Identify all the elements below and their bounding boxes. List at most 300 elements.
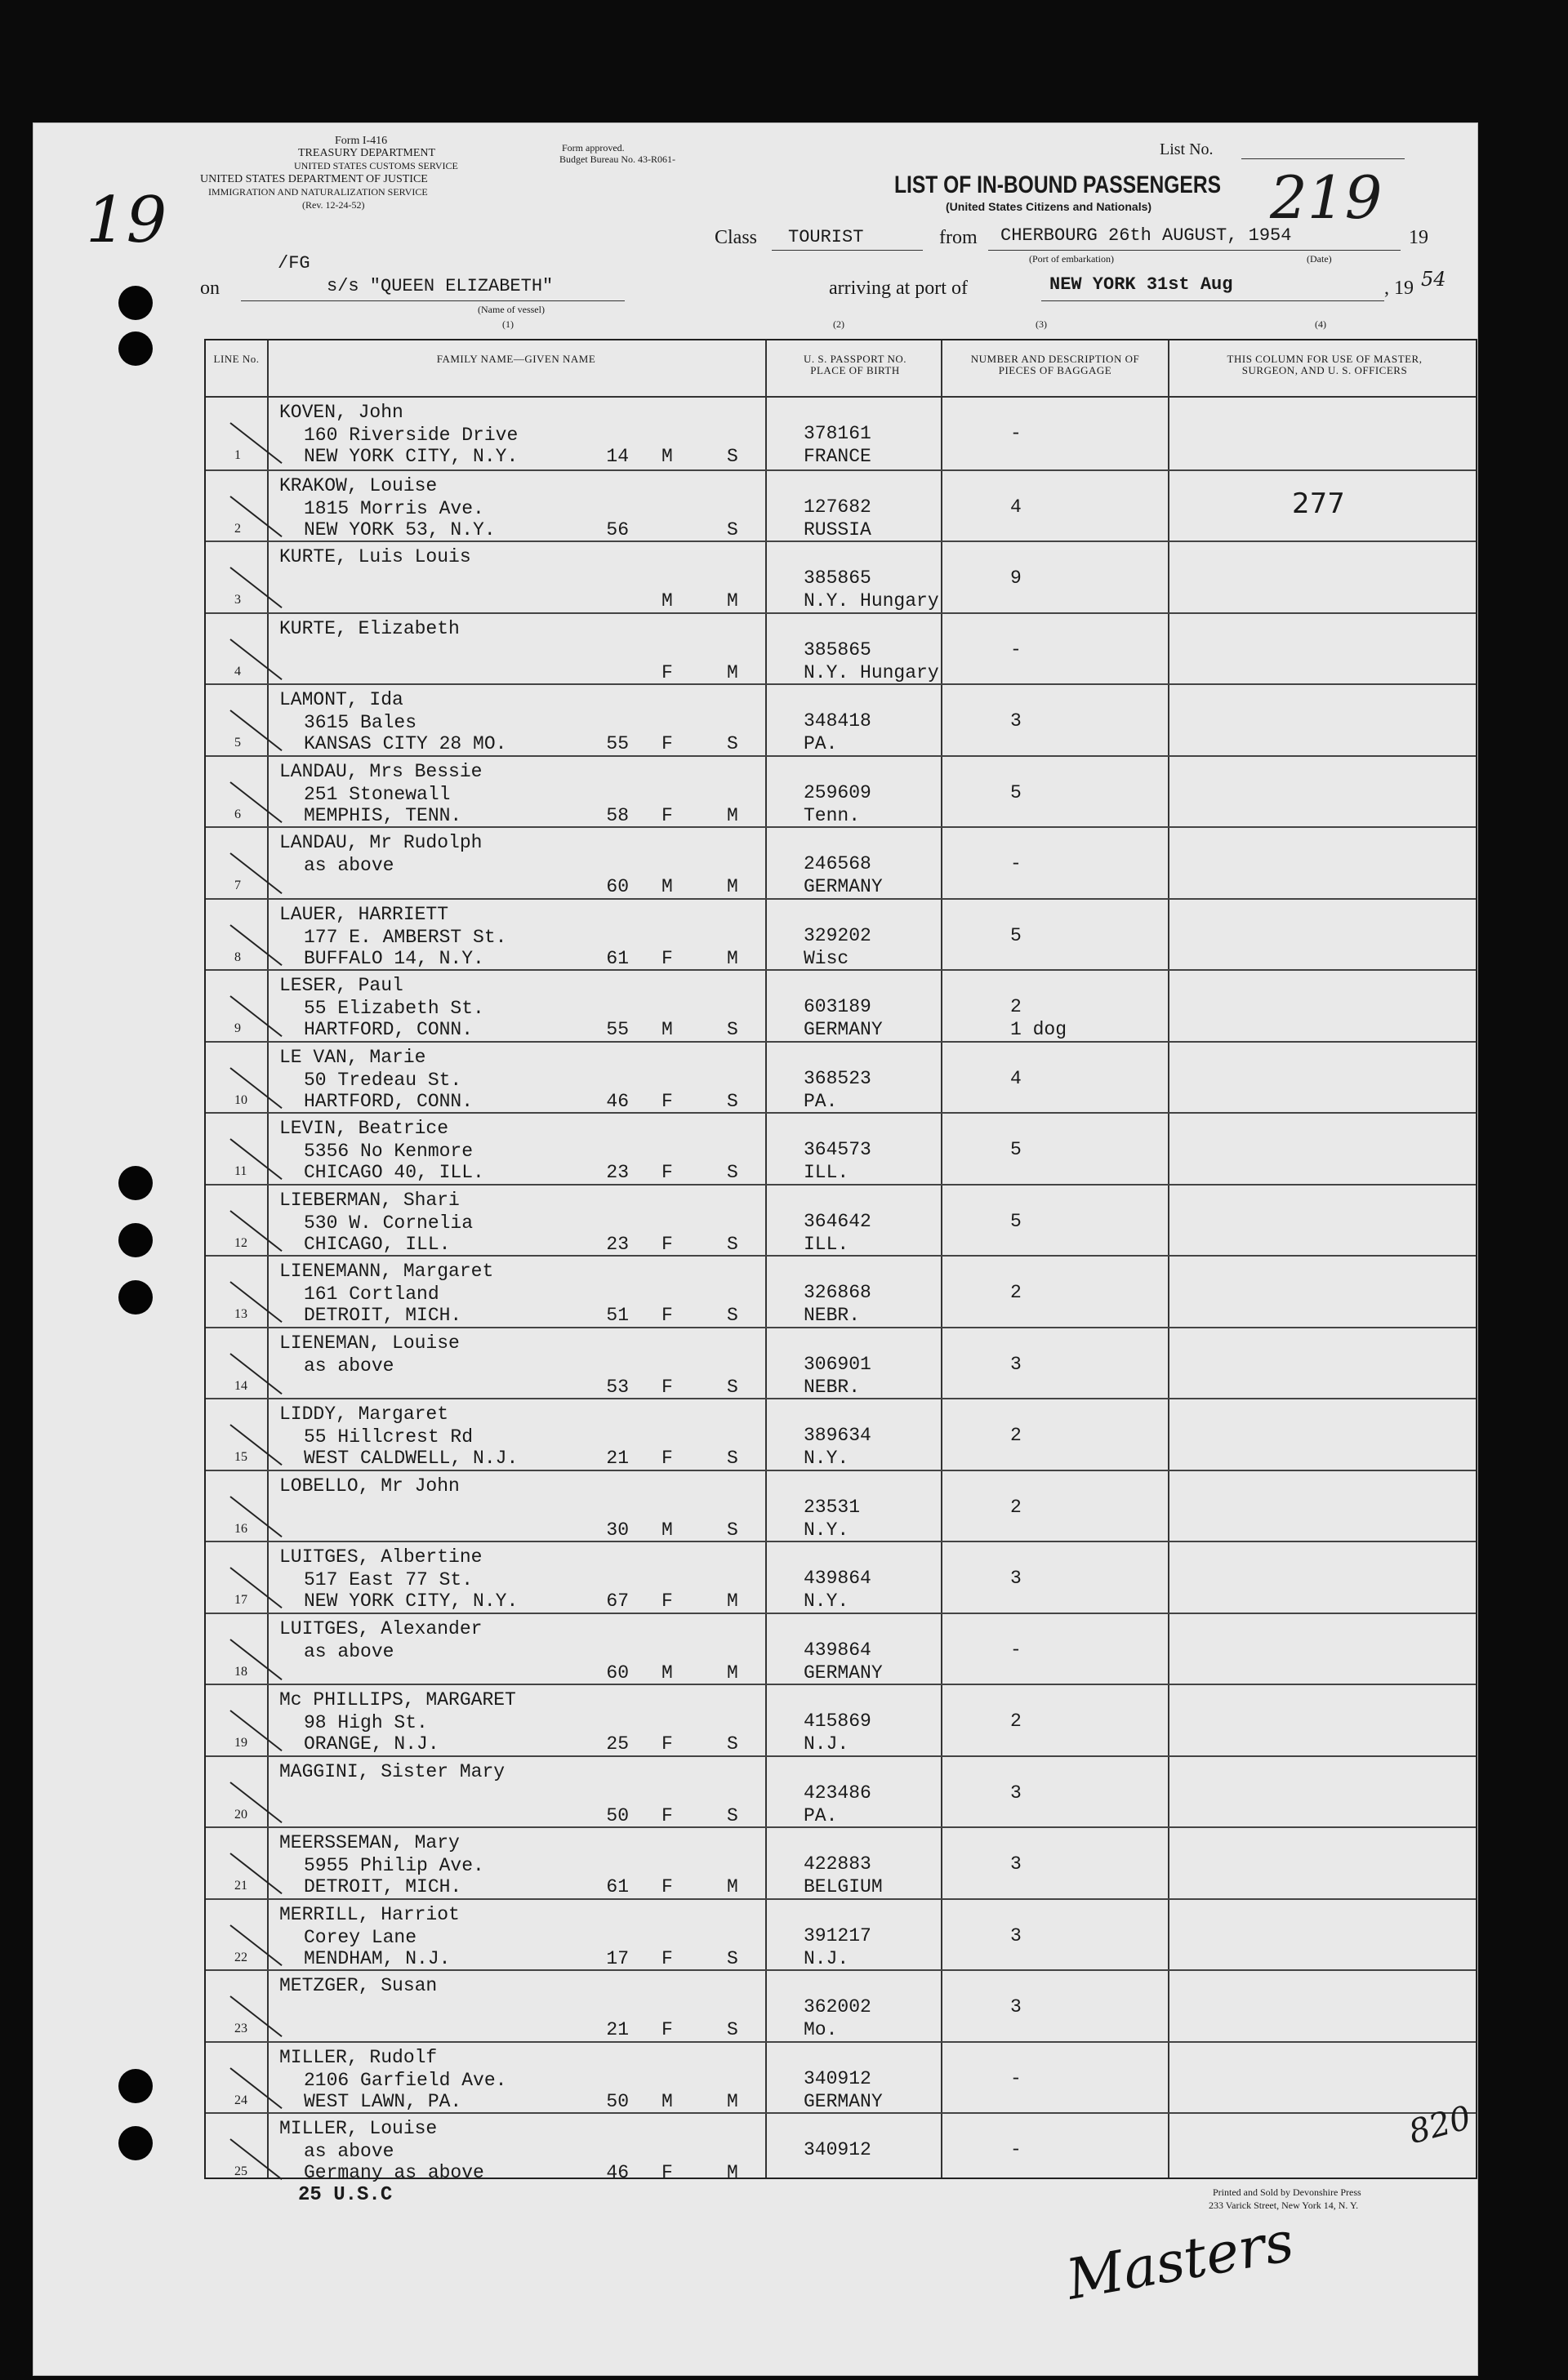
cell-name: LAMONT, Ida — [279, 689, 403, 710]
cell-sex: M — [662, 1519, 673, 1541]
punch-hole-icon — [118, 1280, 153, 1315]
cell-baggage: 2 — [1010, 1425, 1022, 1446]
table-row — [206, 683, 1476, 757]
cell-addr1: 530 W. Cornelia — [304, 1212, 474, 1234]
cell-baggage: 3 — [1010, 1996, 1022, 2017]
cell-baggage: 3 — [1010, 1853, 1022, 1875]
cell-name: LANDAU, Mrs Bessie — [279, 760, 483, 782]
cell-name: MEERSSEMAN, Mary — [279, 1832, 460, 1853]
col-header-passport: U. S. PASSPORT NO. PLACE OF BIRTH — [804, 353, 906, 376]
cell-marital: S — [727, 1019, 738, 1040]
printer-line-1: Printed and Sold by Devonshire Press — [1213, 2186, 1361, 2198]
cell-age: 30 — [606, 1519, 629, 1541]
cell-sex: F — [662, 1233, 673, 1255]
cell-marital: S — [727, 1233, 738, 1255]
cell-name: KURTE, Elizabeth — [279, 617, 460, 639]
line-number: 3 — [234, 593, 241, 607]
cell-passport: 348418 — [804, 710, 871, 732]
cell-baggage: - — [1010, 423, 1022, 444]
line-number: 22 — [234, 1950, 247, 1964]
cell-name: LAUER, HARRIETT — [279, 903, 449, 925]
line-number: 25 — [234, 2164, 247, 2178]
cell-baggage: - — [1010, 2139, 1022, 2160]
cell-baggage: 2 — [1010, 1496, 1022, 1518]
cell-birth: BELGIUM — [804, 1876, 883, 1897]
vessel-caption: (Name of vessel) — [478, 304, 545, 315]
cell-passport: 368523 — [804, 1067, 871, 1089]
line-number: 1 — [234, 448, 241, 462]
cell-baggage: 3 — [1010, 1568, 1022, 1589]
cell-baggage: 5 — [1010, 1139, 1022, 1160]
from-value: CHERBOURG 26th AUGUST, 1954 — [1000, 225, 1292, 246]
list-number: 219 — [1270, 163, 1383, 232]
cell-age: 14 — [606, 446, 629, 467]
line-number: 9 — [234, 1021, 241, 1035]
cell-sex: M — [662, 590, 673, 612]
punch-hole-icon — [118, 2126, 153, 2160]
cell-age: 46 — [606, 2162, 629, 2183]
cell-age: 67 — [606, 1590, 629, 1612]
cell-addr2: WEST LAWN, PA. — [304, 2090, 462, 2112]
cell-birth: RUSSIA — [804, 518, 871, 541]
cell-marital: M — [727, 1876, 738, 1897]
vessel-name: s/s "QUEEN ELIZABETH" — [327, 276, 554, 296]
cell-age: 61 — [606, 947, 629, 969]
punch-hole-icon — [118, 2069, 153, 2103]
usc-note: 25 U.S.C — [298, 2184, 393, 2206]
table-row — [206, 1755, 1476, 1829]
year-suffix: 54 — [1421, 268, 1446, 291]
cell-age: 51 — [606, 1305, 629, 1326]
cell-marital: S — [727, 518, 738, 541]
justice-label: UNITED STATES DEPARTMENT OF JUSTICE — [200, 173, 428, 185]
col-header-line: LINE No. — [213, 353, 260, 365]
cell-sex: F — [662, 1947, 673, 1969]
cell-passport: 127682 — [804, 496, 871, 518]
cell-sex: F — [662, 1376, 673, 1398]
table-row — [206, 1470, 1476, 1543]
cell-addr2: NEW YORK CITY, N.Y. — [304, 1590, 519, 1612]
cell-addr2: DETROIT, MICH. — [304, 1876, 462, 1897]
table-row — [206, 469, 1476, 543]
cell-addr2: Germany as above — [304, 2162, 484, 2183]
cell-addr1: 3615 Bales — [304, 712, 417, 733]
cell-baggage: 2 — [1010, 996, 1022, 1017]
cell-baggage: 5 — [1010, 1210, 1022, 1232]
cell-name: LUITGES, Albertine — [279, 1546, 483, 1568]
embark-caption: (Port of embarkation) — [1029, 253, 1114, 265]
line-number: 15 — [234, 1450, 247, 1464]
line-number: 11 — [234, 1164, 247, 1178]
cell-age: 21 — [606, 1448, 629, 1469]
cell-birth: PA. — [804, 1804, 838, 1826]
table-row — [206, 1255, 1476, 1328]
line-number: 21 — [234, 1879, 247, 1893]
cell-baggage: - — [1010, 853, 1022, 874]
table-row — [206, 1541, 1476, 1614]
cell-passport: 340912 — [804, 2067, 871, 2089]
cell-name: MILLER, Rudolf — [279, 2046, 438, 2068]
cell-passport: 362002 — [804, 1996, 871, 2017]
cell-marital: M — [727, 661, 738, 683]
table-row — [206, 1684, 1476, 1757]
cell-birth: N.J. — [804, 1733, 849, 1755]
col-header-officers: THIS COLUMN FOR USE OF MASTER, SURGEON, AND U. S. OFFICERS — [1227, 353, 1423, 376]
treasury-label: TREASURY DEPARTMENT — [298, 147, 436, 159]
cell-passport: 364573 — [804, 1139, 871, 1160]
cell-passport: 306901 — [804, 1353, 871, 1375]
line-number: 2 — [234, 521, 241, 536]
cell-birth: GERMANY — [804, 2090, 883, 2112]
cell-passport: 326868 — [804, 1282, 871, 1303]
page-title: LIST OF IN-BOUND PASSENGERS — [894, 171, 1222, 198]
cell-addr2: BUFFALO 14, N.Y. — [304, 947, 484, 969]
cell-marital: M — [727, 876, 738, 897]
cell-baggage: - — [1010, 2067, 1022, 2089]
cell-addr1: 98 High St. — [304, 1712, 428, 1733]
cell-passport: 422883 — [804, 1853, 871, 1875]
line-number: 18 — [234, 1664, 247, 1679]
table-row — [206, 1969, 1476, 2043]
cell-passport: 439864 — [804, 1639, 871, 1661]
cell-sex: F — [662, 2162, 673, 2183]
line-number: 8 — [234, 950, 241, 964]
cell-passport: 439864 — [804, 1568, 871, 1589]
cell-addr2: KANSAS CITY 28 MO. — [304, 733, 507, 754]
table-row — [206, 398, 1476, 469]
cell-age: 17 — [606, 1947, 629, 1969]
cell-age: 23 — [606, 1162, 629, 1183]
cell-age: 55 — [606, 1019, 629, 1040]
cell-passport: 23531 — [804, 1496, 861, 1518]
cell-birth: N.J. — [804, 1947, 849, 1969]
table-row — [206, 755, 1476, 829]
cell-name: LEVIN, Beatrice — [279, 1118, 449, 1139]
cell-marital: S — [727, 1376, 738, 1398]
cell-passport: 389634 — [804, 1425, 871, 1446]
cell-marital: S — [727, 2019, 738, 2040]
table-row — [206, 898, 1476, 972]
cell-passport: 391217 — [804, 1924, 871, 1946]
col-number-2: (2) — [833, 318, 844, 330]
cell-addr1: 517 East 77 St. — [304, 1569, 474, 1590]
cell-name: LIENEMAN, Louise — [279, 1332, 460, 1354]
cell-birth: GERMANY — [804, 876, 883, 897]
budget-label: Budget Bureau No. 43-R061- — [559, 153, 675, 165]
line-number: 17 — [234, 1593, 247, 1607]
cell-marital: S — [727, 1305, 738, 1326]
date-caption: (Date) — [1307, 253, 1332, 265]
line-number: 7 — [234, 879, 241, 892]
cell-age: 56 — [606, 518, 629, 541]
cell-sex: F — [662, 1733, 673, 1755]
cell-passport: 385865 — [804, 638, 871, 661]
cell-baggage: 2 — [1010, 1710, 1022, 1732]
cell-addr1: 5356 No Kenmore — [304, 1141, 474, 1162]
cell-birth: Tenn. — [804, 804, 861, 826]
cell-passport: 603189 — [804, 996, 871, 1017]
cell-sex: F — [662, 1448, 673, 1469]
cell-baggage: 4 — [1010, 1067, 1022, 1089]
cell-passport: 385865 — [804, 567, 871, 589]
cell-passport: 340912 — [804, 2139, 871, 2160]
cell-baggage: 2 — [1010, 1282, 1022, 1303]
cell-birth: PA. — [804, 1090, 838, 1112]
line-number: 13 — [234, 1307, 247, 1321]
cell-baggage: 3 — [1010, 710, 1022, 732]
cell-age: 61 — [606, 1876, 629, 1897]
cell-addr2: NEW YORK CITY, N.Y. — [304, 446, 519, 467]
cell-name: LIENEMANN, Margaret — [279, 1261, 494, 1282]
punch-hole-icon — [118, 286, 153, 320]
cell-addr1: 55 Elizabeth St. — [304, 998, 484, 1019]
cell-addr1: as above — [304, 1355, 394, 1377]
printer-line-2: 233 Varick Street, New York 14, N. Y. — [1209, 2200, 1359, 2211]
cell-age: 50 — [606, 2090, 629, 2112]
cell-age: 25 — [606, 1733, 629, 1755]
cell-passport: 423486 — [804, 1782, 871, 1804]
cell-addr2: HARTFORD, CONN. — [304, 1019, 474, 1040]
cell-age: 23 — [606, 1233, 629, 1255]
cell-baggage: 9 — [1010, 567, 1022, 589]
cell-baggage: - — [1010, 638, 1022, 661]
cell-addr2: WEST CALDWELL, N.J. — [304, 1448, 519, 1469]
cell-name: LANDAU, Mr Rudolph — [279, 832, 483, 853]
cell-marital: S — [727, 446, 738, 467]
cell-name: Mc PHILLIPS, MARGARET — [279, 1689, 516, 1710]
cell-baggage: 4 — [1010, 496, 1022, 518]
line-number: 24 — [234, 2093, 247, 2107]
cell-sex: M — [662, 1662, 673, 1684]
cell-name: KOVEN, John — [279, 402, 403, 423]
cell-baggage: 5 — [1010, 781, 1022, 803]
table-row — [206, 826, 1476, 900]
cell-sex: F — [662, 733, 673, 754]
signature-note: 820 — [1405, 2098, 1476, 2152]
cell-marital: M — [727, 2090, 738, 2112]
line-number: 5 — [234, 736, 241, 750]
col-number-1: (1) — [502, 318, 514, 330]
cell-addr2: CHICAGO 40, ILL. — [304, 1162, 484, 1183]
cell-sex: M — [662, 876, 673, 897]
line-number: 14 — [234, 1378, 247, 1393]
cell-sex: F — [662, 2019, 673, 2040]
table-row — [206, 1898, 1476, 1972]
cell-addr1: 1815 Morris Ave. — [304, 497, 484, 519]
line-number: 20 — [234, 1807, 247, 1822]
cell-baggage: 3 — [1010, 1924, 1022, 1946]
year-prefix-2: , 19 — [1384, 278, 1414, 299]
table-row — [206, 541, 1476, 614]
line-number: 4 — [234, 664, 241, 678]
cell-addr1: 161 Cortland — [304, 1283, 439, 1305]
cell-marital: S — [727, 1090, 738, 1112]
master-signature: Masters — [1062, 2209, 1298, 2313]
cell-addr1: 5955 Philip Ave. — [304, 1855, 484, 1876]
cell-sex: F — [662, 804, 673, 826]
form-number: Form I-416 — [335, 135, 388, 147]
approved-label: Form approved. — [562, 142, 625, 153]
cell-name: LE VAN, Marie — [279, 1046, 426, 1068]
manifest-page — [33, 122, 1478, 2376]
col-number-4: (4) — [1315, 318, 1326, 330]
cell-marital: S — [727, 1804, 738, 1826]
cell-marital: S — [727, 1733, 738, 1755]
cell-sex: M — [662, 2090, 673, 2112]
cell-name: KRAKOW, Louise — [279, 474, 438, 496]
cell-addr1: 50 Tredeau St. — [304, 1069, 462, 1091]
cell-addr1: Corey Lane — [304, 1926, 417, 1948]
cell-name: LIEBERMAN, Shari — [279, 1189, 460, 1211]
port-value: NEW YORK 31st Aug — [1049, 274, 1233, 295]
table-row — [206, 1613, 1476, 1686]
table-row — [206, 612, 1476, 686]
table-row — [206, 969, 1476, 1043]
cell-addr1: as above — [304, 2141, 394, 2162]
cell-birth: Mo. — [804, 2019, 838, 2040]
table-row — [206, 2112, 1476, 2186]
cell-baggage2: 1 dog — [1010, 1019, 1067, 1040]
passenger-table — [204, 339, 1477, 2183]
cell-birth: NEBR. — [804, 1376, 861, 1398]
cell-birth: PA. — [804, 733, 838, 754]
cell-addr1: 55 Hillcrest Rd — [304, 1426, 474, 1448]
cell-age: 46 — [606, 1090, 629, 1112]
page-subtitle: (United States Citizens and Nationals) — [946, 200, 1152, 213]
table-row — [206, 1826, 1476, 1900]
cell-sex: M — [662, 1019, 673, 1040]
cell-age: 55 — [606, 733, 629, 754]
cell-addr1: 2106 Garfield Ave. — [304, 2069, 507, 2091]
cell-passport: 415869 — [804, 1710, 871, 1732]
cell-officer: 277 — [1292, 487, 1345, 520]
table-row — [206, 2041, 1476, 2115]
table-row — [206, 1327, 1476, 1400]
table-row — [206, 1398, 1476, 1471]
cell-addr2: HARTFORD, CONN. — [304, 1090, 474, 1112]
cell-baggage: 3 — [1010, 1353, 1022, 1375]
revision-label: (Rev. 12-24-52) — [302, 199, 365, 211]
cell-name: LUITGES, Alexander — [279, 1617, 483, 1639]
line-number: 23 — [234, 2022, 247, 2035]
customs-label: UNITED STATES CUSTOMS SERVICE — [294, 160, 458, 171]
col-header-baggage: NUMBER AND DESCRIPTION OF PIECES OF BAGGAGE — [970, 353, 1140, 376]
cell-addr2: CHICAGO, ILL. — [304, 1233, 451, 1255]
cell-baggage: - — [1010, 1639, 1022, 1661]
table-row — [206, 1184, 1476, 1257]
cell-marital: M — [727, 947, 738, 969]
cell-name: MILLER, Louise — [279, 2118, 438, 2139]
cell-birth: N.Y. — [804, 1590, 849, 1612]
punch-hole-icon — [118, 331, 153, 366]
cell-sex: F — [662, 1804, 673, 1826]
cell-addr1: as above — [304, 1640, 394, 1662]
punch-hole-icon — [118, 1223, 153, 1257]
cell-birth: GERMANY — [804, 1019, 883, 1040]
cell-baggage: 3 — [1010, 1782, 1022, 1804]
cell-addr2: MEMPHIS, TENN. — [304, 804, 462, 826]
cell-birth: ILL. — [804, 1162, 849, 1183]
cell-birth: Wisc — [804, 947, 849, 969]
cell-age: 60 — [606, 876, 629, 897]
year-prefix: 19 — [1409, 227, 1428, 248]
cell-marital: M — [727, 1662, 738, 1684]
cell-addr2: NEW YORK 53, N.Y. — [304, 518, 496, 541]
cell-passport: 246568 — [804, 853, 871, 874]
from-label: from — [939, 227, 978, 248]
cell-age: 53 — [606, 1376, 629, 1398]
punch-hole-icon — [118, 1166, 153, 1200]
cell-name: MERRILL, Harriot — [279, 1903, 460, 1925]
cell-birth: N.Y. Hungary — [804, 661, 939, 683]
fg-mark: /FG — [278, 253, 310, 274]
cell-passport: 378161 — [804, 423, 871, 444]
cell-addr2: MENDHAM, N.J. — [304, 1947, 451, 1969]
on-label: on — [200, 278, 220, 299]
cell-name: MAGGINI, Sister Mary — [279, 1760, 506, 1782]
cell-marital: S — [727, 1162, 738, 1183]
col-number-3: (3) — [1036, 318, 1047, 330]
cell-sex: F — [662, 947, 673, 969]
cell-marital: S — [727, 1519, 738, 1541]
cell-name: LOBELLO, Mr John — [279, 1475, 460, 1497]
class-value: TOURIST — [788, 227, 864, 247]
cell-marital: M — [727, 1590, 738, 1612]
table-row — [206, 1112, 1476, 1186]
arriving-label: arriving at port of — [829, 278, 968, 299]
cell-marital: M — [727, 2162, 738, 2183]
cell-addr1: 177 E. AMBERST St. — [304, 926, 507, 948]
cell-name: LESER, Paul — [279, 975, 403, 996]
cell-addr1: 251 Stonewall — [304, 783, 451, 805]
cell-sex: F — [662, 1162, 673, 1183]
cell-addr1: as above — [304, 855, 394, 876]
cell-marital: S — [727, 733, 738, 754]
cell-age: 58 — [606, 804, 629, 826]
cell-addr2: DETROIT, MICH. — [304, 1305, 462, 1326]
cell-birth: ILL. — [804, 1233, 849, 1255]
line-number: 19 — [234, 1736, 247, 1750]
cell-marital: M — [727, 804, 738, 826]
cell-sex: F — [662, 1590, 673, 1612]
cell-birth: N.Y. Hungary — [804, 590, 939, 612]
cell-sex: F — [662, 1876, 673, 1897]
line-number: 10 — [234, 1092, 247, 1107]
cell-passport: 329202 — [804, 924, 871, 946]
cell-birth: N.Y. — [804, 1448, 849, 1469]
line-number: 12 — [234, 1235, 247, 1250]
cell-age: 60 — [606, 1662, 629, 1684]
class-label: Class — [715, 227, 758, 248]
cell-sex: F — [662, 1305, 673, 1326]
cell-birth: FRANCE — [804, 446, 871, 467]
cell-marital: S — [727, 1947, 738, 1969]
cell-baggage: 5 — [1010, 924, 1022, 946]
cell-age: 50 — [606, 1804, 629, 1826]
cell-addr2: ORANGE, N.J. — [304, 1733, 439, 1755]
table-row — [206, 1041, 1476, 1114]
cell-name: LIDDY, Margaret — [279, 1404, 449, 1425]
cell-birth: GERMANY — [804, 1662, 883, 1684]
cell-name: METZGER, Susan — [279, 1975, 438, 1996]
cell-marital: M — [727, 590, 738, 612]
cell-marital: S — [727, 1448, 738, 1469]
cell-age: 21 — [606, 2019, 629, 2040]
cell-name: KURTE, Luis Louis — [279, 546, 471, 567]
cell-passport: 364642 — [804, 1210, 871, 1232]
cell-sex: F — [662, 661, 673, 683]
line-number: 16 — [234, 1521, 247, 1536]
